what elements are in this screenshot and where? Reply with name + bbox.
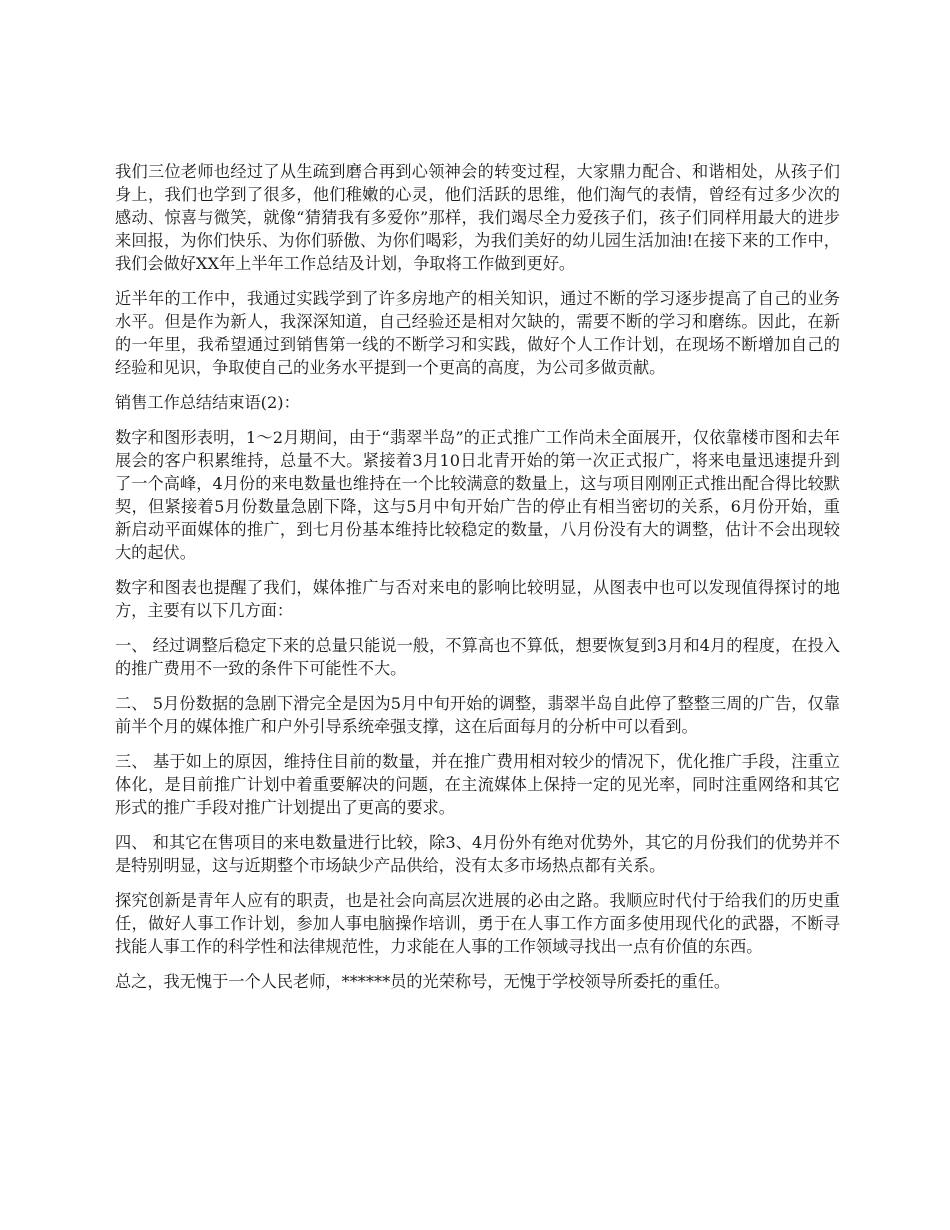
paragraph-chart-observations: 数字和图表也提醒了我们，媒体推广与否对来电的影响比较明显，从图表中也可以发现值得探讨的地方，主要有以下几方面：: [115, 578, 840, 620]
paragraph-real-estate-learning: 近半年的工作中，我通过实践学到了许多房地产的相关知识，通过不断的学习逐步提高了自己的业务水平。但是作为新人，我深深知道，自己经验还是相对欠缺的，需要不断的学习和磨练。因此，在新的一年里，我希望通过到销售第一线的不断学习和实践，做好个人工作计划，在现场不断增加自己的经验和见识，争取使自己的业务水平提到一个更高的高度，为公司多做贡献。: [115, 289, 840, 377]
paragraph-innovation: 探究创新是青年人应有的职责，也是社会向高层次进展的必由之路。我顺应时代付于给我们的历史重任，做好人事工作计划，参加人事电脑操作培训，勇于在人事工作方面多使用现代化的武器，不断寻找能人事工作的科学性和法律规范性，力求能在人事的工作领域寻找出一点有价值的东西。: [115, 891, 840, 956]
paragraph-point-four: 四、 和其它在售项目的来电数量进行比较，除3、4月份外有绝对优势外，其它的月份我们的优势并不是特别明显，这与近期整个市场缺少产品供给，没有太多市场热点都有关系。: [115, 833, 840, 875]
paragraph-teachers-reflection: 我们三位老师也经过了从生疏到磨合再到心领神会的转变过程，大家鼎力配合、和谐相处，从孩子们身上，我们也学到了很多，他们稚嫩的心灵，他们活跃的思维，他们淘气的表情，曾经有过多少次的感动、惊喜与微笑，就像“猜猜我有多爱你”那样，我们竭尽全力爱孩子们，孩子们同样用最大的进步来回报，为你们快乐、为你们骄傲、为你们喝彩，为我们美好的幼儿园生活加油!在接下来的工作中，我们会做好XX年上半年工作总结及计划，争取将工作做到更好。: [115, 162, 840, 273]
paragraph-call-volume-analysis: 数字和图形表明，1～2月期间，由于“翡翠半岛”的正式推广工作尚未全面展开，仅依靠楼市图和去年展会的客户积累维持，总量不大。紧接着3月10日北青开始的第一次正式报广，将来电量迅速提升到了一个高峰，4月份的来电数量也维持在一个比较满意的数量上，这与项目刚刚正式推出配合得比较默契，但紧接着5月份数量急剧下降，这与5月中旬开始广告的停止有相当密切的关系，6月份开始，重新启动平面媒体的推广，到七月份基本维持比较稳定的数量，八月份没有大的调整，估计不会出现较大的起伏。: [115, 428, 840, 562]
paragraph-section-heading: 销售工作总结结束语(2)：: [115, 393, 300, 412]
paragraph-point-two: 二、 5月份数据的急剧下滑完全是因为5月中旬开始的调整，翡翠半岛自此停了整整三周的广告，仅靠前半个月的媒体推广和户外引导系统牵强支撑，这在后面每月的分析中可以看到。: [115, 694, 840, 736]
document-body: [115, 160, 840, 1005]
paragraph-conclusion: 总之，我无愧于一个人民老师，******员的光荣称号，无愧于学校领导所委托的重任。: [115, 972, 731, 991]
paragraph-point-three: 三、 基于如上的原因，维持住目前的数量，并在推广费用相对较少的情况下，优化推广手段，注重立体化，是目前推广计划中着重要解决的问题，在主流媒体上保持一定的见光率，同时注重网络和其它形式的推广手段对推广计划提出了更高的要求。: [115, 752, 840, 817]
paragraph-point-one: 一、 经过调整后稳定下来的总量只能说一般，不算高也不算低，想要恢复到3月和4月的程度，在投入的推广费用不一致的条件下可能性不大。: [115, 636, 840, 678]
